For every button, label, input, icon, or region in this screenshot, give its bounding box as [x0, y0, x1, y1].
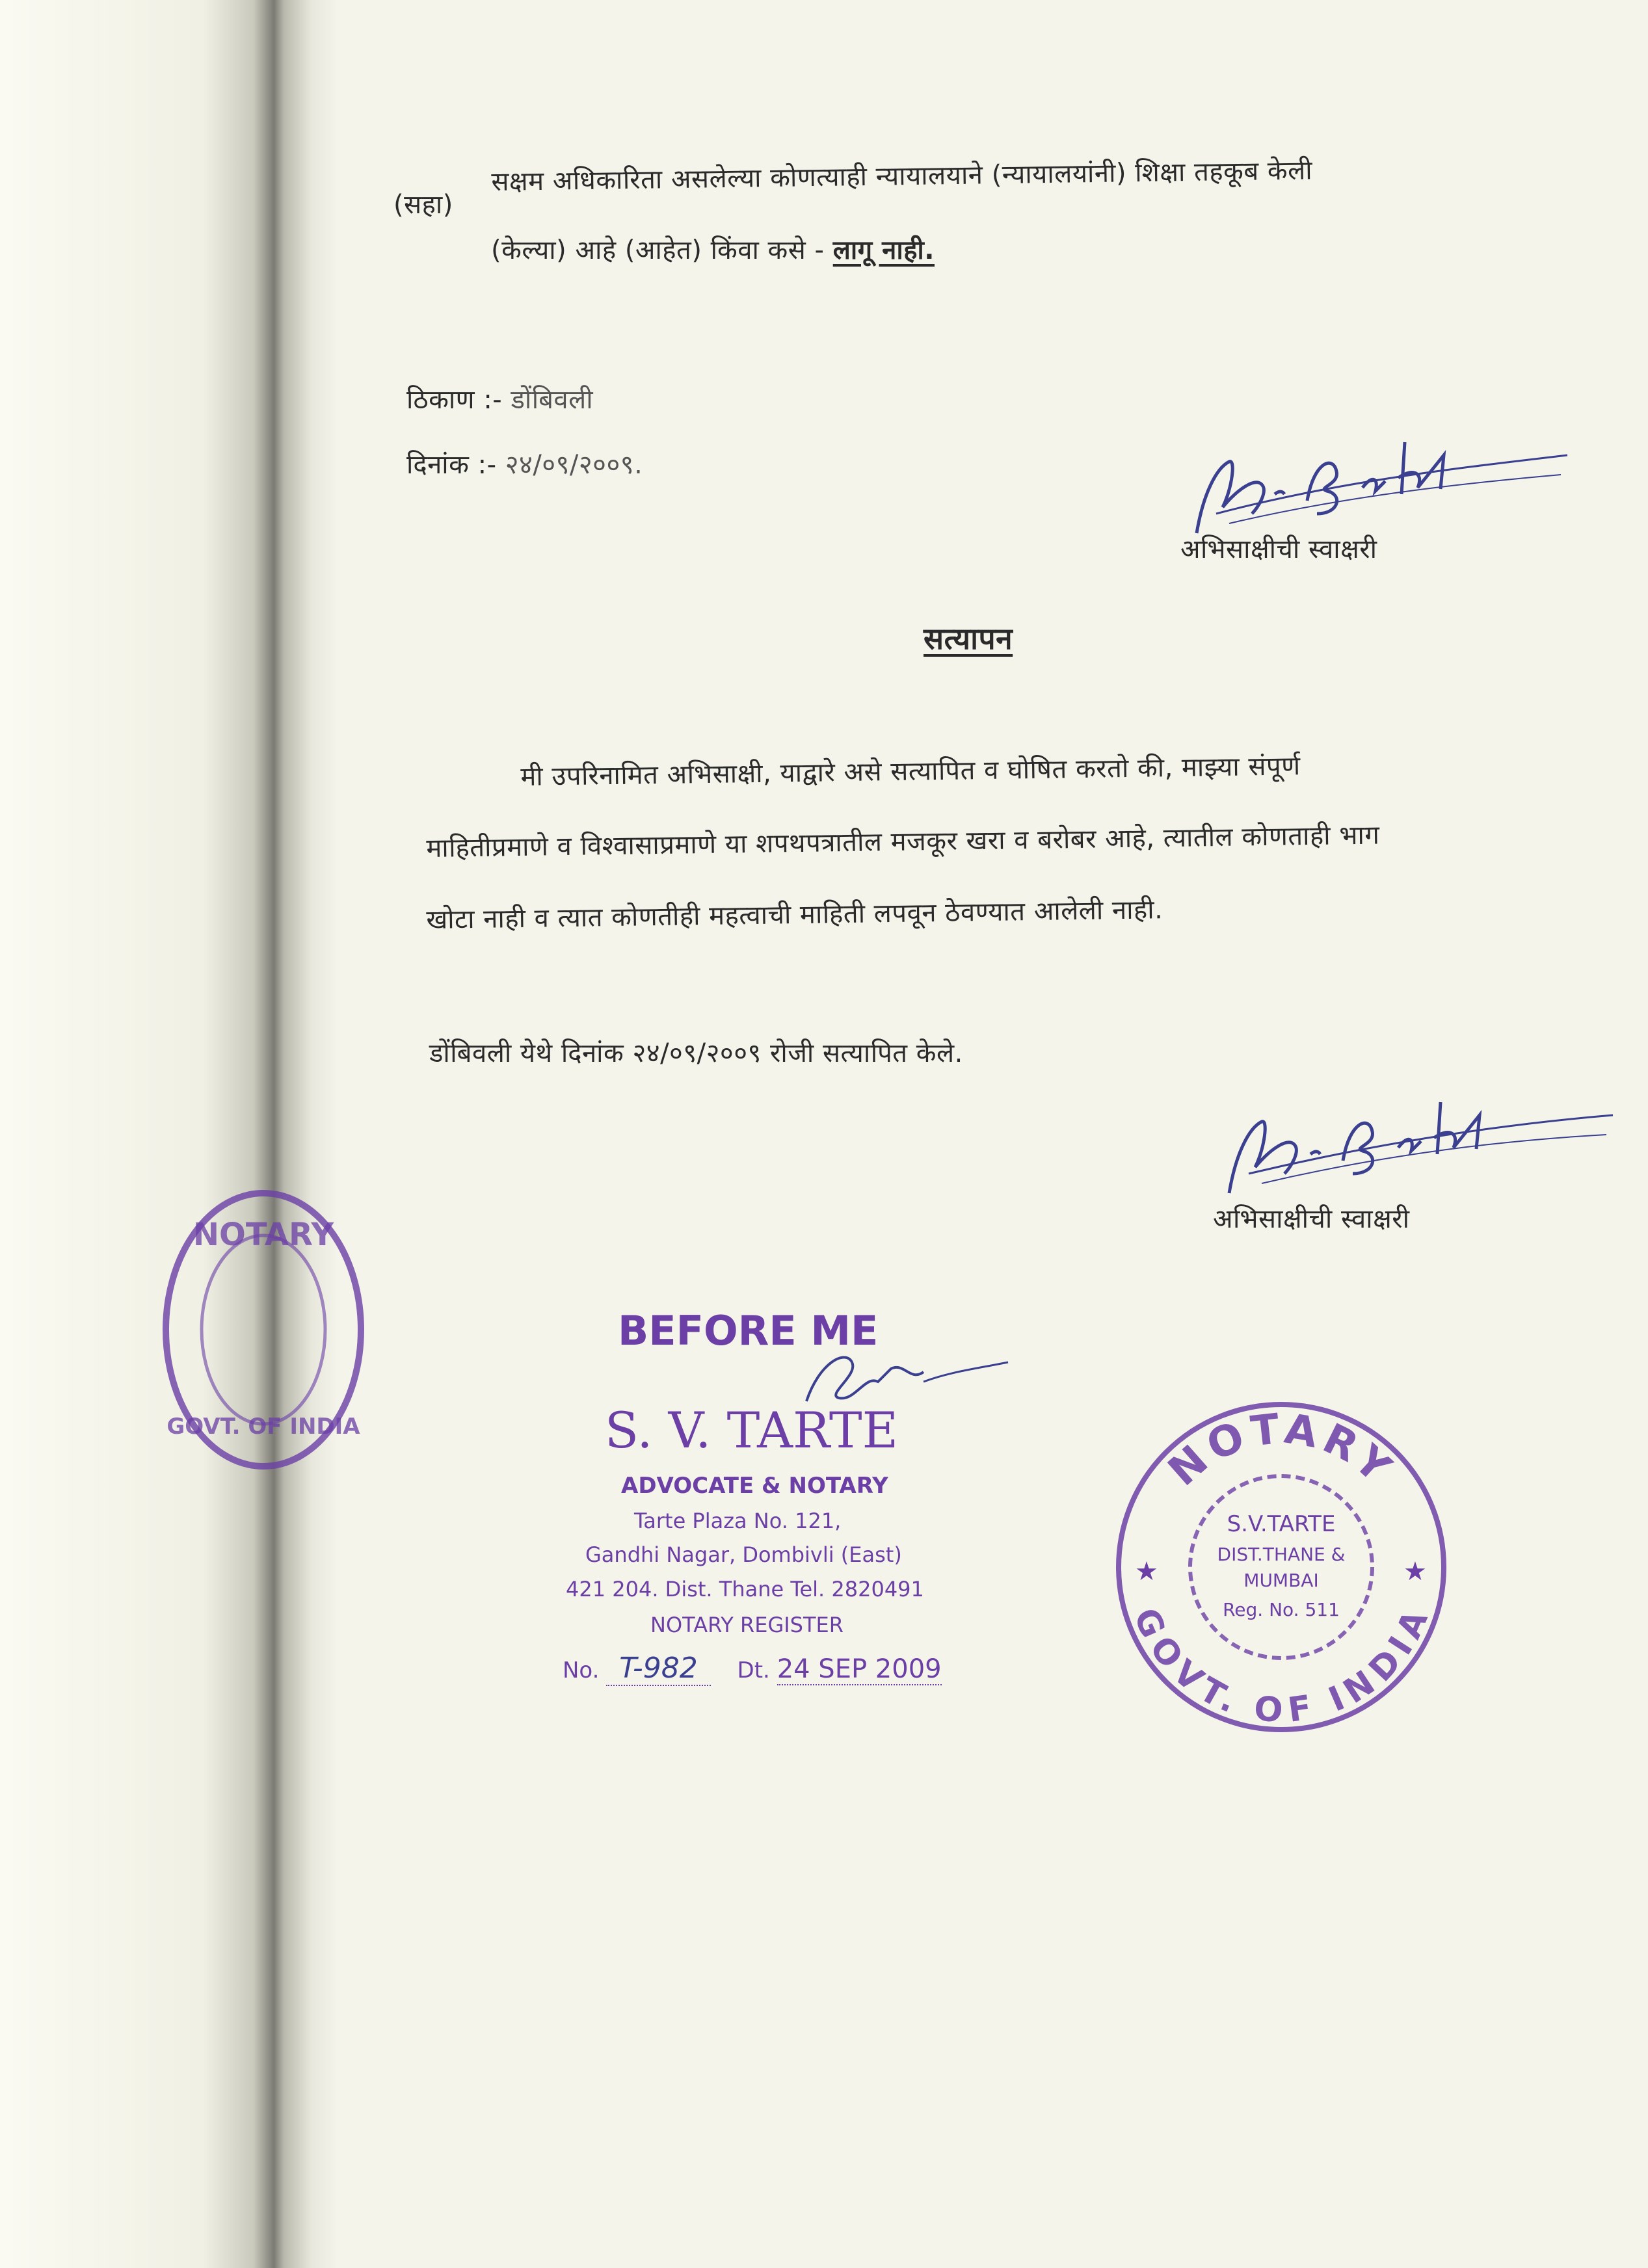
svg-text:GOVT. OF INDIA [1126, 1602, 1437, 1730]
verification-line-2: माहितीप्रमाणे व विश्वासाप्रमाणे या शपथपत्रातील मजकूर खरा व बरोबर आहे, त्यातील कोणताही भाग [426, 820, 1380, 864]
signature-caption-2: अभिसाक्षीची स्वाक्षरी [1213, 1204, 1410, 1234]
notary-address-1: Tarte Plaza No. 121, [634, 1509, 842, 1533]
verification-line-3: खोटा नाही व त्यात कोणतीही महत्वाची माहिती लपवून ठेवण्यात आलेली नाही. [426, 895, 1163, 935]
verification-line-1: मी उपरिनामित अभिसाक्षी, याद्वारे असे सत्यापित व घोषित करतो की, माझ्या संपूर्ण [520, 751, 1301, 792]
section-answer: लागू नाही. [832, 235, 935, 265]
reg-no-value: T-982 [606, 1652, 710, 1686]
notary-title: ADVOCATE & NOTARY [621, 1473, 888, 1499]
notary-register: NOTARY REGISTER [650, 1613, 844, 1637]
section-line-1: सक्षम अधिकारिता असलेल्या कोणत्याही न्यायालयाने (न्यायालयांनी) शिक्षा तहकूब केली [491, 155, 1313, 197]
notary-name: S. V. TARTE [605, 1401, 899, 1459]
seal-center-3: MUMBAI [1243, 1570, 1319, 1591]
date-value: २४/०९/२००९. [505, 450, 643, 480]
signature-caption-1: अभिसाक्षीची स्वाक्षरी [1180, 534, 1377, 564]
seal-star-right: ★ [1403, 1557, 1427, 1587]
date-stamp-value: 24 SEP 2009 [777, 1654, 942, 1684]
verification-closing: डोंबिवली येथे दिनांक २४/०९/२००९ रोजी सत्यापित केले. [429, 1038, 963, 1068]
reg-no-label: No. [563, 1657, 600, 1683]
round-notary-seal [1106, 1391, 1457, 1743]
date-row [406, 445, 643, 481]
date-stamp-label: Dt. [737, 1657, 770, 1683]
date-label: दिनांक :- [406, 450, 497, 480]
place-row [406, 380, 593, 416]
notary-address-2: Gandhi Nagar, Dombivli (East) [585, 1542, 902, 1567]
seal-star-left: ★ [1135, 1557, 1158, 1587]
section-line-2 [491, 231, 935, 267]
section-question: (केल्या) आहे (आहेत) किंवा कसे - [491, 235, 825, 265]
notary-reg-row [563, 1652, 942, 1685]
seal-bottom-text: GOVT. OF INDIA [1125, 1602, 1437, 1731]
left-notary-seal [153, 1167, 374, 1492]
seal-center-2: DIST.THANE & [1217, 1544, 1346, 1565]
svg-text:NOTARY [1160, 1405, 1403, 1496]
place-label: ठिकाण :- [406, 385, 503, 415]
book-spine-shadow [0, 0, 338, 2268]
notary-address-3: 421 204. Dist. Thane Tel. 2820491 [566, 1577, 924, 1602]
left-seal-bottom: GOVT. OF INDIA [166, 1414, 360, 1440]
section-marker: (सहा) [393, 190, 453, 220]
verification-heading: सत्यापन [924, 621, 1013, 656]
before-me: BEFORE ME [618, 1307, 879, 1354]
seal-center-4: Reg. No. 511 [1223, 1599, 1340, 1620]
left-seal-top: NOTARY [193, 1217, 334, 1253]
seal-top-text: NOTARY [1159, 1404, 1403, 1496]
seal-center-1: S.V.TARTE [1227, 1511, 1336, 1537]
place-value: डोंबिवली [511, 385, 594, 415]
signature-2 [1210, 1073, 1626, 1216]
